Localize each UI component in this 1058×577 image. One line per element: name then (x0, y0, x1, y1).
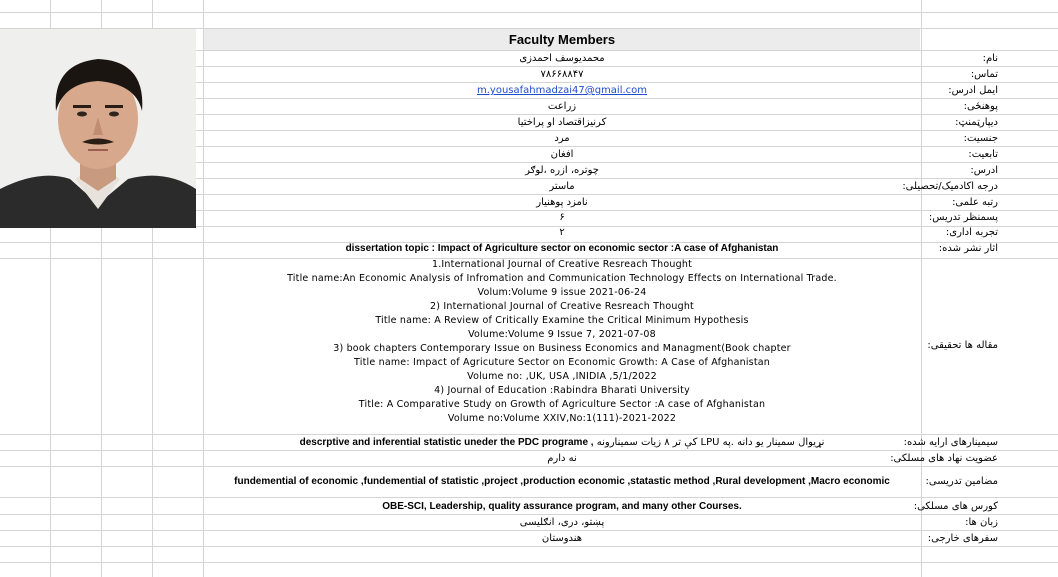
degree-label: درجه اکادمیک/تحصیلی: (902, 181, 998, 192)
travels-label: سفرهای خارجی: (927, 533, 998, 544)
nationality-label: تابعیت: (968, 149, 998, 160)
degree-value: ماستر (549, 181, 575, 192)
published-value: dissertation topic : Impact of Agriculture sector on economic sector :A case of Afghanistan (345, 243, 779, 254)
research-label: مقاله ها تحقیقی: (927, 340, 998, 351)
seminars-value (204, 437, 920, 448)
contact-value: ۷۸۶۶۸۸۴۷ (540, 69, 584, 80)
research-line: Volume:Volume 9 Issue 7, 2021-07-08 (468, 329, 656, 340)
membership-value: نه دارم (547, 453, 577, 464)
research-line: Title: A Comparative Study on Growth of Agriculture Sector :A case of Afghanistan (358, 399, 766, 410)
page-title: Faculty Members (508, 32, 616, 47)
department-value: کرنیزاقتصاد او پراختیا (517, 117, 607, 128)
profile-photo (0, 29, 196, 228)
languages-value: پښتو، دری، انګلیسی (519, 517, 605, 528)
published-label: اثار نشر شده: (938, 243, 998, 254)
name-value: محمدیوسف احمدزی (519, 53, 605, 64)
email-link[interactable]: m.yousafahmadzai47@gmail.com (476, 85, 648, 96)
teaching-years-label: پسمنظر تدریس: (928, 212, 998, 223)
nationality-value: افغان (550, 149, 574, 160)
seminars-label: سیمینارهای ارایه شده: (903, 437, 998, 448)
department-label: دیپارټمنټ: (955, 117, 998, 128)
admin-exp-value: ۲ (559, 227, 565, 238)
research-line: 4) Journal of Education :Rabindra Bharati University (434, 385, 690, 396)
research-line: Volum:Volume 9 issue 2021-06-24 (477, 287, 647, 298)
research-line: Volume no: ,UK, USA ,INIDIA ,5/1/2022 (467, 371, 657, 382)
faculty-value: زراعت (547, 101, 577, 112)
teaching-years-value: ۶ (559, 212, 565, 223)
faculty-label: پوهنځی: (963, 101, 998, 112)
research-line: Volume no:Volume XXIV,No:1(111)-2021-2022 (447, 413, 677, 424)
courses-value: OBE-SCI, Leadership, quality assurance program, and many other Courses. (382, 501, 742, 512)
gender-label: جنسیت: (963, 133, 998, 144)
rank-value: نامزد پوهنیار (536, 197, 588, 208)
research-line: Title name:An Economic Analysis of Infromation and Communication Technology Effects on International Trade. (287, 273, 837, 284)
address-value: چوتره، ازره ،لوګر (525, 165, 599, 176)
admin-exp-label: تجربه اداری: (945, 227, 998, 238)
research-line: 3) book chapters Contemporary Issue on Business Economics and Managment(Book chapter (333, 343, 791, 354)
subjects-label: مضامین تدریسی: (925, 476, 998, 487)
research-line: 2) International Journal of Creative Resreach Thought (430, 301, 694, 312)
email-label: ایمل ادرس: (948, 85, 998, 96)
research-line: Title name: A Review of Critically Examine the Critical Minimum Hypothesis (375, 315, 749, 326)
courses-label: کورس های مسلکی: (913, 501, 998, 512)
seminars-value-fa: نړیوال سمینار یو دانه .په LPU کې تر ۸ زیات سمینارونه (596, 437, 825, 448)
membership-label: عضویت نهاد های مسلکی: (890, 453, 998, 464)
research-line: 1.International Journal of Creative Resreach Thought (431, 259, 693, 270)
contact-label: تماس: (970, 69, 998, 80)
subjects-value: fundemential of economic ,fundemential of statistic ,project ,production economic ,statastic method ,Rural development ,Macro economic (234, 476, 890, 487)
travels-value: هندوستان (541, 533, 583, 544)
seminars-value-en: descrptive and inferential statistic uneder the PDC programe , (299, 437, 594, 448)
gender-value: مرد (554, 133, 570, 144)
address-label: ادرس: (970, 165, 998, 176)
rank-label: رتبه علمی: (952, 197, 998, 208)
languages-label: زبان ها: (965, 517, 998, 528)
name-label: نام: (982, 53, 998, 64)
research-line: Title name: Impact of Agricuture Sector on Economic Growth: A Case of Afghanistan (354, 357, 770, 368)
